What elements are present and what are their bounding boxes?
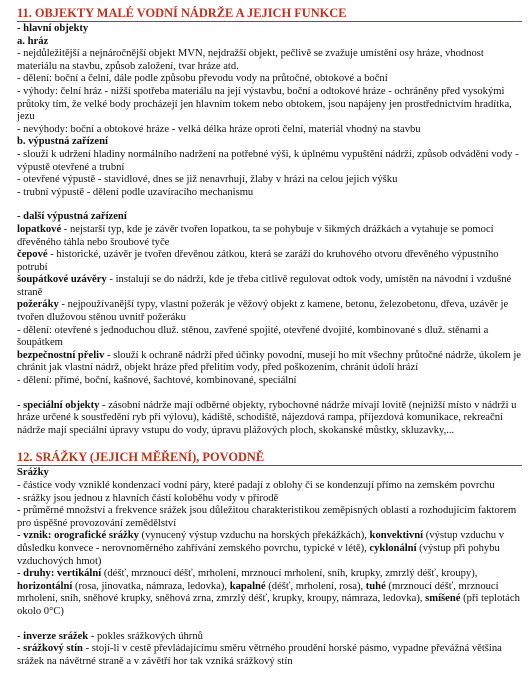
paragraph-s3: - průměrné množství a frekvence srážek jsou důležitou charakteristikou zeměpisných oblastí a rozhodujícím faktorem pro úspěšné provozování zemědělství [17,505,517,529]
text-smisene: (při teplotách okolo 0°C) [17,593,520,617]
term-soupatkove: šoupátkové uzávěry [17,274,107,286]
main-objects-heading: - hlavní objekty [17,23,89,34]
paragraph-lopatkove [17,224,522,249]
paragraph-a3: - výhody: čelní hráz - nižší spotřeba materiálu na její výstavbu, boční a odtokové hráze - ochráněny před vysokými průtoky tím, že velké body procházejí jen hlavním tokem nebo obtokem, jsou napájeny jen prostřednictvím hradítka, jezu [17,85,512,123]
spacer [17,437,522,450]
text-kapalne: (déšť, mrholení, rosa), [265,580,366,592]
spacer [17,199,522,211]
paragraph-a2: - dělení: boční a čelní, dále podle způsobu převodu vody na průtočné, obtokové a boční [17,73,388,85]
text-lopatkove: - nejstarší typ, kde je závěr tvořen lopatkou, ta se pohybuje v šikmých drážkách a vytahuje se pomocí dřevěného táhla nebo šroubové tyče [17,223,494,248]
text-cepove: - historické, uzávěr je tvořen dřevěnou zátkou, která se zaráží do kruhového otvoru dřevěného výpustního potrubí [17,249,499,273]
paragraph-specialni [17,400,522,438]
term-horizontalni: horizontální [17,580,73,592]
paragraph-s2: - srážky jsou jednou z hlavních částí koloběhu vody v přírodě [17,492,279,504]
term-inverze: - inverze srážek [17,630,89,642]
label-vznik: - vznik: [17,530,55,542]
spacer [17,388,522,400]
paragraph-s1: - částice vody vzniklé kondenzací vodní páry, které padají z oblohy či se kondenzují přímo na zemském povrchu [17,480,495,491]
text-pozeraky: - nejpoužívanější typy, vlastní požerák je věžový objekt z kamene, betonu, železobetonu, dřeva, uzávěr je tvořen dlužovou stěnou uvnitř požeráku [17,299,509,324]
term-pozeraky: požeráky [17,299,59,311]
paragraph-inverze [17,631,522,644]
spacer [17,619,522,631]
section-12-title: 12. SRÁŽKY (JEJICH MĚŘENÍ), POVODNĚ [17,450,522,466]
paragraph-vznik [17,530,522,568]
subsection-a-title: a. hráz [17,35,49,47]
paragraph-a4: - nevýhody: boční a obtokové hráze - velká délka hráze oproti čelní, materiál vhodný na stavbu [17,123,421,135]
text-specialni: - zásobní nádrže mají odběrné objekty, rybochovné nádrže mívají lovitě (nejnižší místo v nádrži u hráze určené k soustředění ryb při výlovu), kádiště, schodiště, nájezdová rampa, příjezdová komunikace, rekreační nádrže mají speciální úpravy vstupu do vody, úpravu plážových ploch, skokanské můstky, skluzavky,... [17,399,517,436]
paragraph-pozeraky-division: - dělení: otevřené s jednoduchou dluž. stěnou, zavřené spojité, otevřené dvojité, kombinované s dluž. stěnami a šoupátkem [17,324,489,349]
term-bezpecnostni: bezpečnostní přeliv [17,349,105,361]
text-inverze: - pokles srážkových úhrnů [88,630,203,642]
term-vertikalni: vertikální [57,568,102,580]
term-specialni: - speciální objekty [17,399,100,411]
text-soupatkove: - instalují se do nádrží, kde je třeba citlivě regulovat odtok vody, umístěn na návodní i vzdušné straně [17,274,512,298]
subsection-b-title: b. výpustná zařízení [17,136,108,148]
term-konvektivni: konvektivní [369,530,424,542]
other-outlets-heading: - další výpustná zařízení [17,211,127,223]
term-tuhe: tuhé [365,580,386,592]
paragraph-cepove [17,249,522,274]
paragraph-bezpecnostni [17,350,522,375]
text-srazkovy-stin: - stojí-li v cestě převládajícímu směru větrného proudění horské pásmo, vypadne převážná většina srážek na návětrné straně a v závětří hor tak vzniká srážkový stín [17,643,502,667]
term-cepove: čepové [17,249,48,261]
term-smisene: smíšené [425,593,461,605]
label-druhy: - druhy: [17,568,58,580]
srazky-heading: Srážky [17,467,49,479]
paragraph-b3: - trubní výpustě - dělení podle uzavíracího mechanismu [17,186,254,198]
text-vertikalni: (déšť, mrznoucí déšť, mrholení, mrznoucí mrholení, sníh, krupky, zmrzlý déšť, kroupy), [101,568,478,580]
paragraph-srazkovy-stin [17,643,522,668]
section-11-title: 11. OBJEKTY MALÉ VODNÍ NÁDRŽE A JEJICH FUNKCE [17,6,522,22]
term-cyklonalni: cyklonální [369,542,417,554]
text-tuhe: (mrznoucí déšť, mrznoucí mrholení, sníh, sněhové krupky, sněhová zrna, zmrzlý déšť, krupky, kroupy, námraza, ledovka), [17,580,499,605]
text-horizontalni: (rosa, jinovatka, námraza, ledovka), [72,580,230,592]
term-srazkovy-stin: - srážkový stín [17,643,83,655]
text-cyklonalni: (výstup při pohybu vzduchových hmot) [17,542,500,567]
term-kapalne: kapalné [229,580,266,592]
paragraph-druhy [17,568,522,618]
paragraph-b1: - slouží k udržení hladiny normálního nadržení na potřebné výši, k úplnému vypuštění nádrží, způsob odvádění vody - výpustě otevřené a trubní [17,148,519,173]
paragraph-pozeraky [17,299,522,324]
text-orograficke: (vynucený výstup vzduchu na horských překážkách), [138,530,370,542]
paragraph-a1: - nejdůležitější a nejnáročnější objekt MVN, nejdražší objekt, pečlivě se zvažuje umístění osy hráze, vhodnost materiálu na stavbu, způsob založení, tvar hráze atd. [17,48,484,72]
paragraph-soupatkove [17,274,522,299]
text-bezpecnostni: - slouží k ochraně nádrží před účinky povodní, musejí ho mít všechny průtočné nádrže, úkolem je chránit jak vlastní nádrž, objekt hráze před přelitím vody, před poškozením, chránit údolí hrází [17,349,521,374]
paragraph-b2: - otevřené výpustě - stavidlové, dnes se již nenavrhují, žlaby v hrázi na celou jejich výšku [17,174,398,186]
term-orograficke: orografické srážky [54,530,139,542]
term-lopatkove: lopatkové [17,223,62,235]
text-konvektivni: (výstup vzduchu v důsledku konvece - nerovnoměrného zahřívání zemského povrchu, typické v létě), [17,530,505,554]
paragraph-bezpecnostni-division: - dělení: přímé, boční, kašnové, šachtové, kombinované, speciální [17,375,297,387]
